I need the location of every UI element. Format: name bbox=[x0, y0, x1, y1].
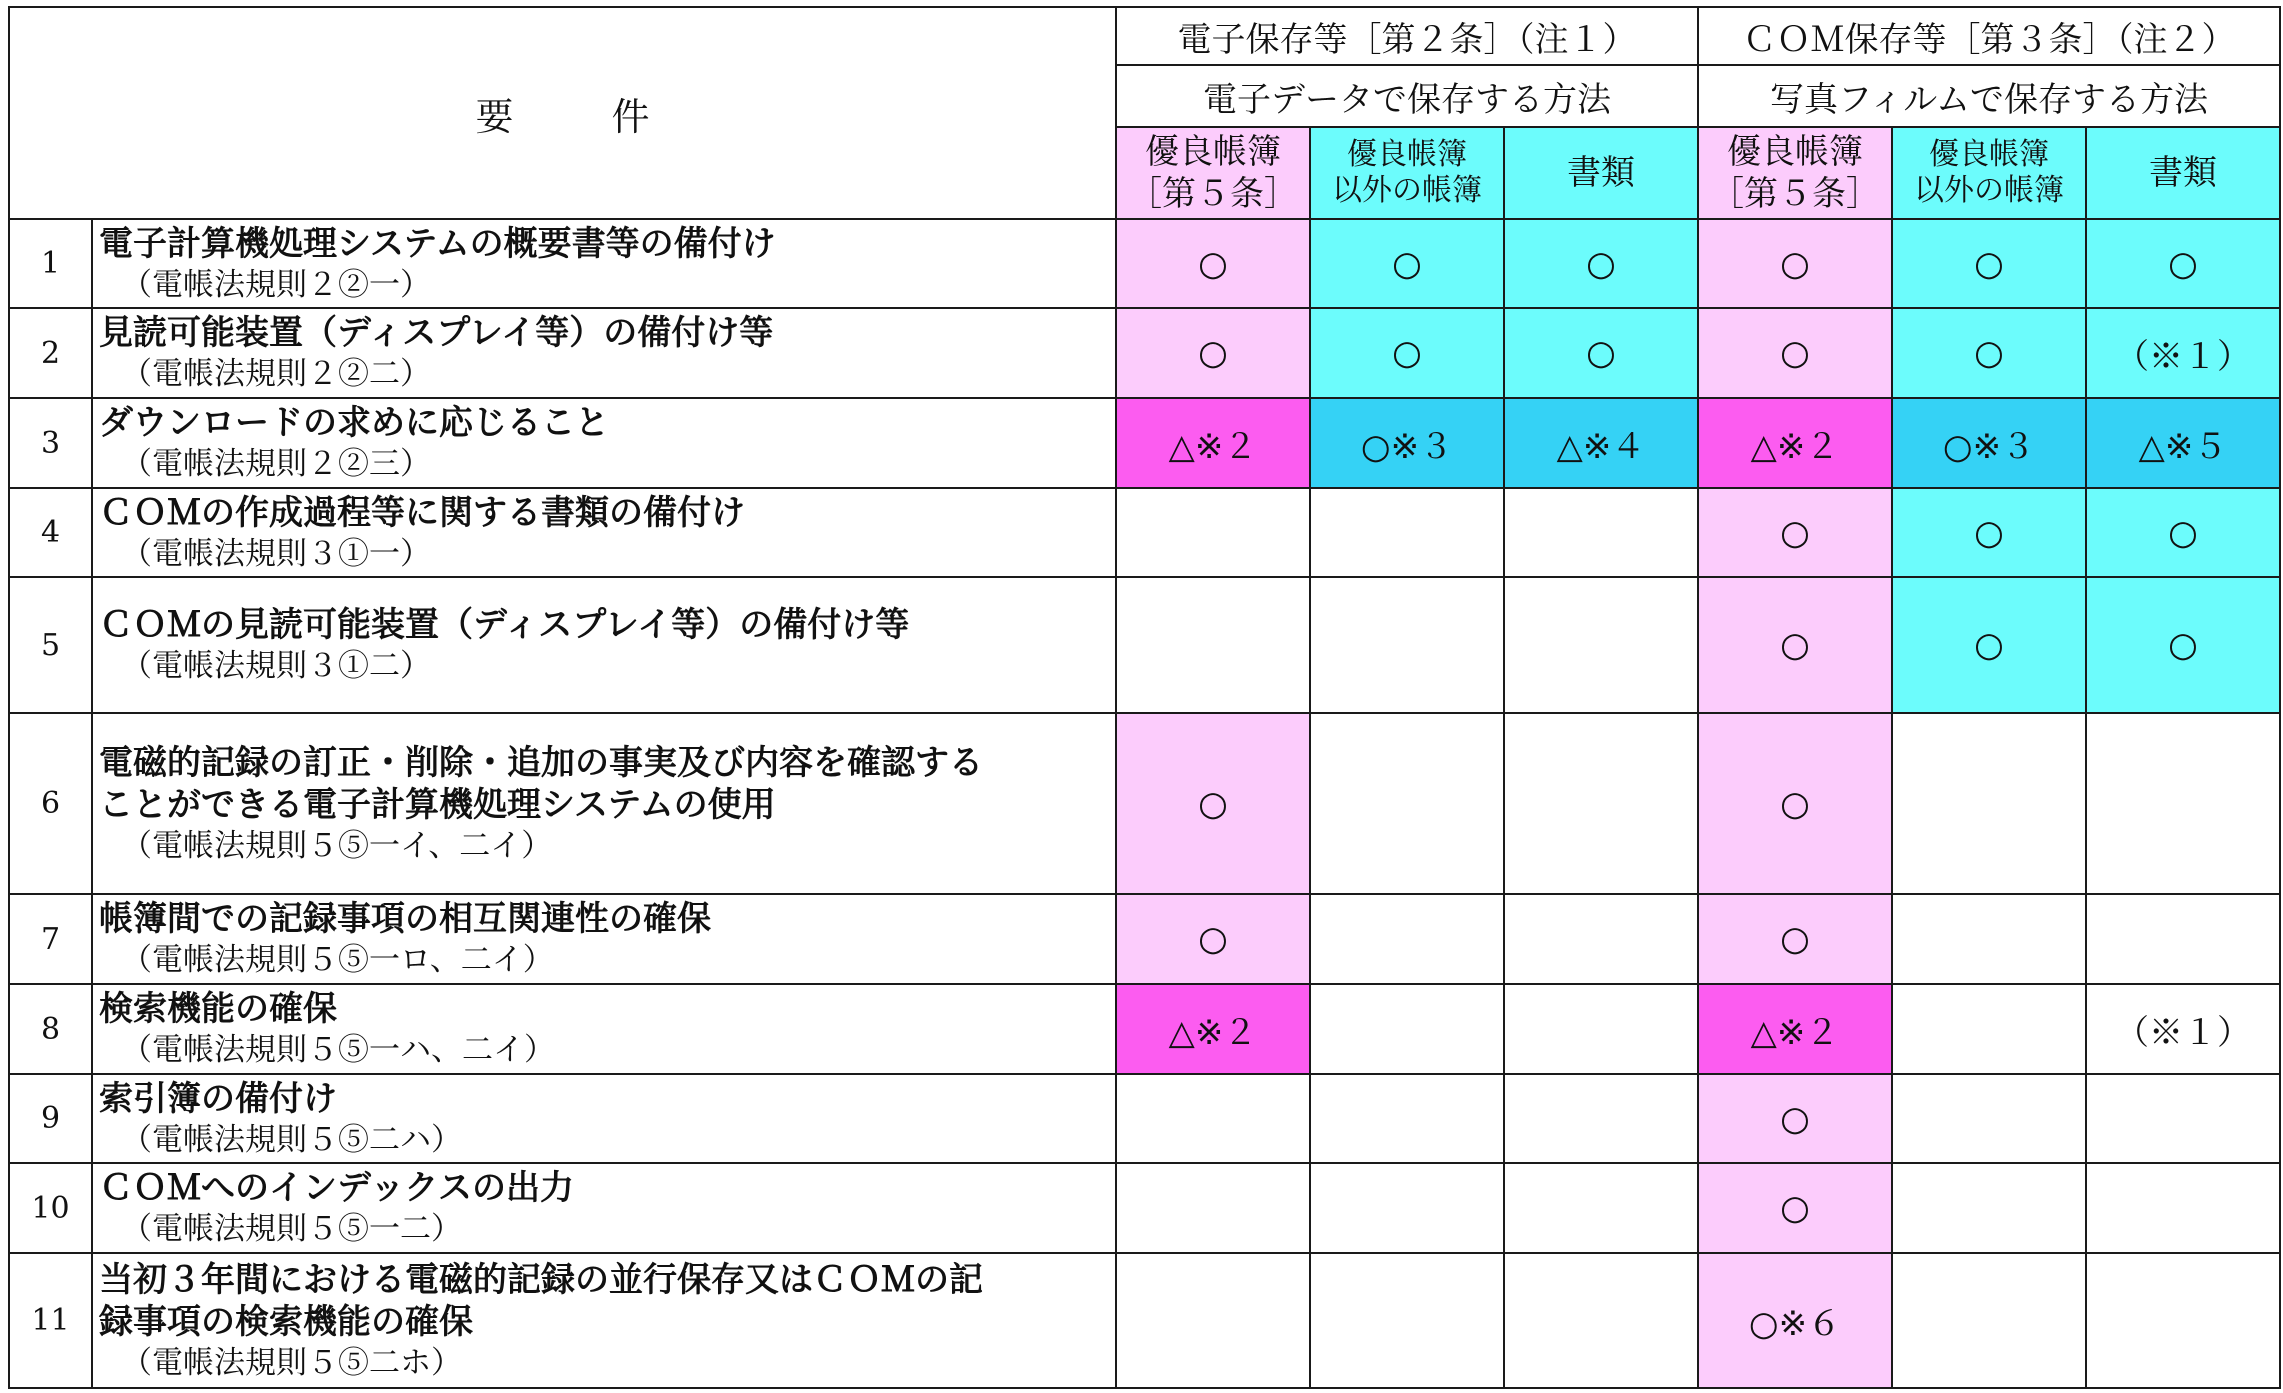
applicability-cell bbox=[1310, 1163, 1504, 1253]
requirement-title: 録事項の検索機能の確保 bbox=[99, 1301, 473, 1342]
requirement-cell bbox=[92, 1074, 1116, 1163]
requirement-title: 検索機能の確保 bbox=[99, 989, 337, 1029]
row-number: 8 bbox=[9, 984, 92, 1074]
col-header-line: 優良帳簿 bbox=[1727, 132, 1863, 172]
requirements-header: 要 件 bbox=[9, 7, 1116, 219]
com-storage-group-header: ＣＯＭ保存等［第３条］（注２） bbox=[1698, 7, 2280, 65]
table-row bbox=[9, 488, 2280, 577]
col-header-com-other-books bbox=[1892, 127, 2086, 219]
applicability-cell: △※５ bbox=[2086, 398, 2280, 488]
table-row bbox=[9, 219, 2280, 308]
applicability-cell bbox=[1892, 894, 2086, 984]
requirement-cell bbox=[92, 894, 1116, 984]
applicability-cell bbox=[1504, 894, 1698, 984]
requirement-title: ダウンロードの求めに応じること bbox=[99, 403, 609, 443]
requirement-law-reference: （電帳法規則２②二） bbox=[121, 356, 431, 392]
applicability-cell bbox=[1892, 1074, 2086, 1163]
applicability-cell bbox=[1892, 713, 2086, 894]
table-row bbox=[9, 713, 2280, 894]
requirement-law-reference: （電帳法規則５⑤一ハ、二イ） bbox=[121, 1032, 555, 1068]
requirement-law-reference: （電帳法規則５⑤二ハ） bbox=[121, 1121, 462, 1158]
applicability-cell: ○ bbox=[1504, 219, 1698, 308]
col-header-com-documents: 書類 bbox=[2086, 127, 2280, 219]
applicability-cell: ○ bbox=[1698, 1074, 1892, 1163]
applicability-cell bbox=[1116, 1253, 1310, 1388]
requirement-title: 当初３年間における電磁的記録の並行保存又はＣＯＭの記 bbox=[99, 1259, 983, 1300]
applicability-cell bbox=[1892, 1163, 2086, 1253]
requirement-cell bbox=[92, 713, 1116, 894]
applicability-cell: ○※３ bbox=[1892, 398, 2086, 488]
row-number: 11 bbox=[9, 1253, 92, 1388]
applicability-cell: ○ bbox=[1698, 308, 1892, 398]
requirement-cell bbox=[92, 577, 1116, 713]
col-header-electronic-other-books bbox=[1310, 127, 1504, 219]
requirement-title: ＣＯＭへのインデックスの出力 bbox=[99, 1168, 574, 1208]
applicability-cell: ○ bbox=[1310, 219, 1504, 308]
applicability-cell bbox=[2086, 894, 2280, 984]
com-method-header: 写真フィルムで保存する方法 bbox=[1698, 65, 2280, 127]
applicability-cell: △※２ bbox=[1698, 984, 1892, 1074]
applicability-cell bbox=[1116, 577, 1310, 713]
applicability-cell: ○ bbox=[1504, 308, 1698, 398]
requirement-cell bbox=[92, 219, 1116, 308]
requirement-cell bbox=[92, 984, 1116, 1074]
col-header-line: 優良帳簿 bbox=[1145, 132, 1281, 172]
col-header-electronic-documents: 書類 bbox=[1504, 127, 1698, 219]
row-number: 10 bbox=[9, 1163, 92, 1253]
requirement-law-reference: （電帳法規則３①二） bbox=[121, 648, 431, 684]
requirement-title: ことができる電子計算機処理システムの使用 bbox=[99, 784, 776, 825]
applicability-cell bbox=[1892, 1253, 2086, 1388]
applicability-cell bbox=[1310, 894, 1504, 984]
requirement-title: 電磁的記録の訂正・削除・追加の事実及び内容を確認する bbox=[99, 742, 983, 783]
applicability-cell: △※２ bbox=[1698, 398, 1892, 488]
applicability-cell: ○ bbox=[1116, 219, 1310, 308]
applicability-cell: ○ bbox=[2086, 577, 2280, 713]
applicability-cell bbox=[2086, 1074, 2280, 1163]
applicability-cell: ○ bbox=[1698, 894, 1892, 984]
requirement-cell bbox=[92, 1163, 1116, 1253]
col-header-line: 以外の帳簿 bbox=[1914, 173, 2064, 208]
col-header-line: ［第５条］ bbox=[1710, 174, 1880, 214]
col-header-line: ［第５条］ bbox=[1128, 174, 1298, 214]
applicability-cell: ○※３ bbox=[1310, 398, 1504, 488]
applicability-cell bbox=[1310, 1253, 1504, 1388]
applicability-cell: （※１） bbox=[2086, 308, 2280, 398]
applicability-cell bbox=[2086, 713, 2280, 894]
applicability-cell: （※１） bbox=[2086, 984, 2280, 1074]
row-number: 3 bbox=[9, 398, 92, 488]
applicability-cell bbox=[1504, 577, 1698, 713]
applicability-cell: ○ bbox=[1892, 577, 2086, 713]
requirements-table bbox=[8, 6, 2281, 1389]
applicability-cell bbox=[1310, 984, 1504, 1074]
requirement-cell bbox=[92, 398, 1116, 488]
requirement-law-reference: （電帳法規則３①一） bbox=[121, 535, 431, 572]
table-row bbox=[9, 577, 2280, 713]
applicability-cell: ○ bbox=[1698, 713, 1892, 894]
requirement-title: ＣＯＭの見読可能装置（ディスプレイ等）の備付け等 bbox=[99, 605, 910, 645]
applicability-cell bbox=[1116, 1163, 1310, 1253]
applicability-cell: ○ bbox=[1892, 219, 2086, 308]
requirement-law-reference: （電帳法規則５⑤一ロ、二イ） bbox=[121, 942, 554, 978]
table-row bbox=[9, 308, 2280, 398]
applicability-cell bbox=[1310, 1074, 1504, 1163]
applicability-cell bbox=[1116, 488, 1310, 577]
requirement-title: 索引簿の備付け bbox=[99, 1078, 337, 1119]
applicability-cell: ○ bbox=[1698, 219, 1892, 308]
row-number: 4 bbox=[9, 488, 92, 577]
col-header-electronic-excellent-books bbox=[1116, 127, 1310, 219]
applicability-cell: △※２ bbox=[1116, 398, 1310, 488]
requirement-cell bbox=[92, 308, 1116, 398]
applicability-cell bbox=[1504, 1253, 1698, 1388]
applicability-cell: ○ bbox=[1698, 577, 1892, 713]
applicability-cell bbox=[1310, 577, 1504, 713]
applicability-cell bbox=[2086, 1253, 2280, 1388]
row-number: 7 bbox=[9, 894, 92, 984]
row-number: 9 bbox=[9, 1074, 92, 1163]
requirement-law-reference: （電帳法規則５⑤一イ、二イ） bbox=[121, 827, 553, 864]
row-number: 2 bbox=[9, 308, 92, 398]
electronic-storage-group-header: 電子保存等［第２条］（注１） bbox=[1116, 7, 1698, 65]
applicability-cell: ○ bbox=[2086, 488, 2280, 577]
requirement-law-reference: （電帳法規則５⑤二ホ） bbox=[121, 1344, 462, 1381]
table-row bbox=[9, 984, 2280, 1074]
requirement-title: 見読可能装置（ディスプレイ等）の備付け等 bbox=[99, 313, 774, 353]
requirement-law-reference: （電帳法規則２②三） bbox=[121, 446, 431, 482]
applicability-cell: ○※６ bbox=[1698, 1253, 1892, 1388]
row-number: 6 bbox=[9, 713, 92, 894]
applicability-cell bbox=[1504, 984, 1698, 1074]
applicability-cell bbox=[1310, 488, 1504, 577]
applicability-cell bbox=[1504, 1163, 1698, 1253]
requirement-title: ＣＯＭの作成過程等に関する書類の備付け bbox=[99, 492, 745, 533]
col-header-line: 優良帳簿 bbox=[1347, 137, 1467, 172]
requirement-title: 電子計算機処理システムの概要書等の備付け bbox=[99, 223, 776, 264]
requirement-cell bbox=[92, 1253, 1116, 1388]
applicability-cell bbox=[1504, 1074, 1698, 1163]
requirement-law-reference: （電帳法規則２②一） bbox=[121, 266, 431, 303]
col-header-com-excellent-books bbox=[1698, 127, 1892, 219]
table-row bbox=[9, 1074, 2280, 1163]
applicability-cell: ○ bbox=[1698, 1163, 1892, 1253]
applicability-cell bbox=[1116, 1074, 1310, 1163]
table-row bbox=[9, 1253, 2280, 1388]
applicability-cell bbox=[1892, 984, 2086, 1074]
applicability-cell: ○ bbox=[1310, 308, 1504, 398]
table-row bbox=[9, 894, 2280, 984]
applicability-cell bbox=[1504, 713, 1698, 894]
requirement-title: 帳簿間での記録事項の相互関連性の確保 bbox=[99, 899, 711, 939]
applicability-cell bbox=[1310, 713, 1504, 894]
col-header-line: 優良帳簿 bbox=[1929, 137, 2049, 172]
applicability-cell bbox=[2086, 1163, 2280, 1253]
applicability-cell: ○ bbox=[2086, 219, 2280, 308]
applicability-cell: ○ bbox=[1892, 488, 2086, 577]
applicability-cell: ○ bbox=[1698, 488, 1892, 577]
electronic-method-header: 電子データで保存する方法 bbox=[1116, 65, 1698, 127]
applicability-cell bbox=[1504, 488, 1698, 577]
applicability-cell: ○ bbox=[1116, 308, 1310, 398]
col-header-line: 以外の帳簿 bbox=[1332, 173, 1482, 208]
requirement-law-reference: （電帳法規則５⑤一二） bbox=[121, 1211, 462, 1247]
row-number: 5 bbox=[9, 577, 92, 713]
applicability-cell: ○ bbox=[1116, 894, 1310, 984]
table-row bbox=[9, 1163, 2280, 1253]
requirements-table-container bbox=[8, 6, 2281, 1389]
applicability-cell: ○ bbox=[1892, 308, 2086, 398]
applicability-cell: ○ bbox=[1116, 713, 1310, 894]
row-number: 1 bbox=[9, 219, 92, 308]
requirement-cell bbox=[92, 488, 1116, 577]
table-row bbox=[9, 398, 2280, 488]
applicability-cell: △※２ bbox=[1116, 984, 1310, 1074]
applicability-cell: △※４ bbox=[1504, 398, 1698, 488]
